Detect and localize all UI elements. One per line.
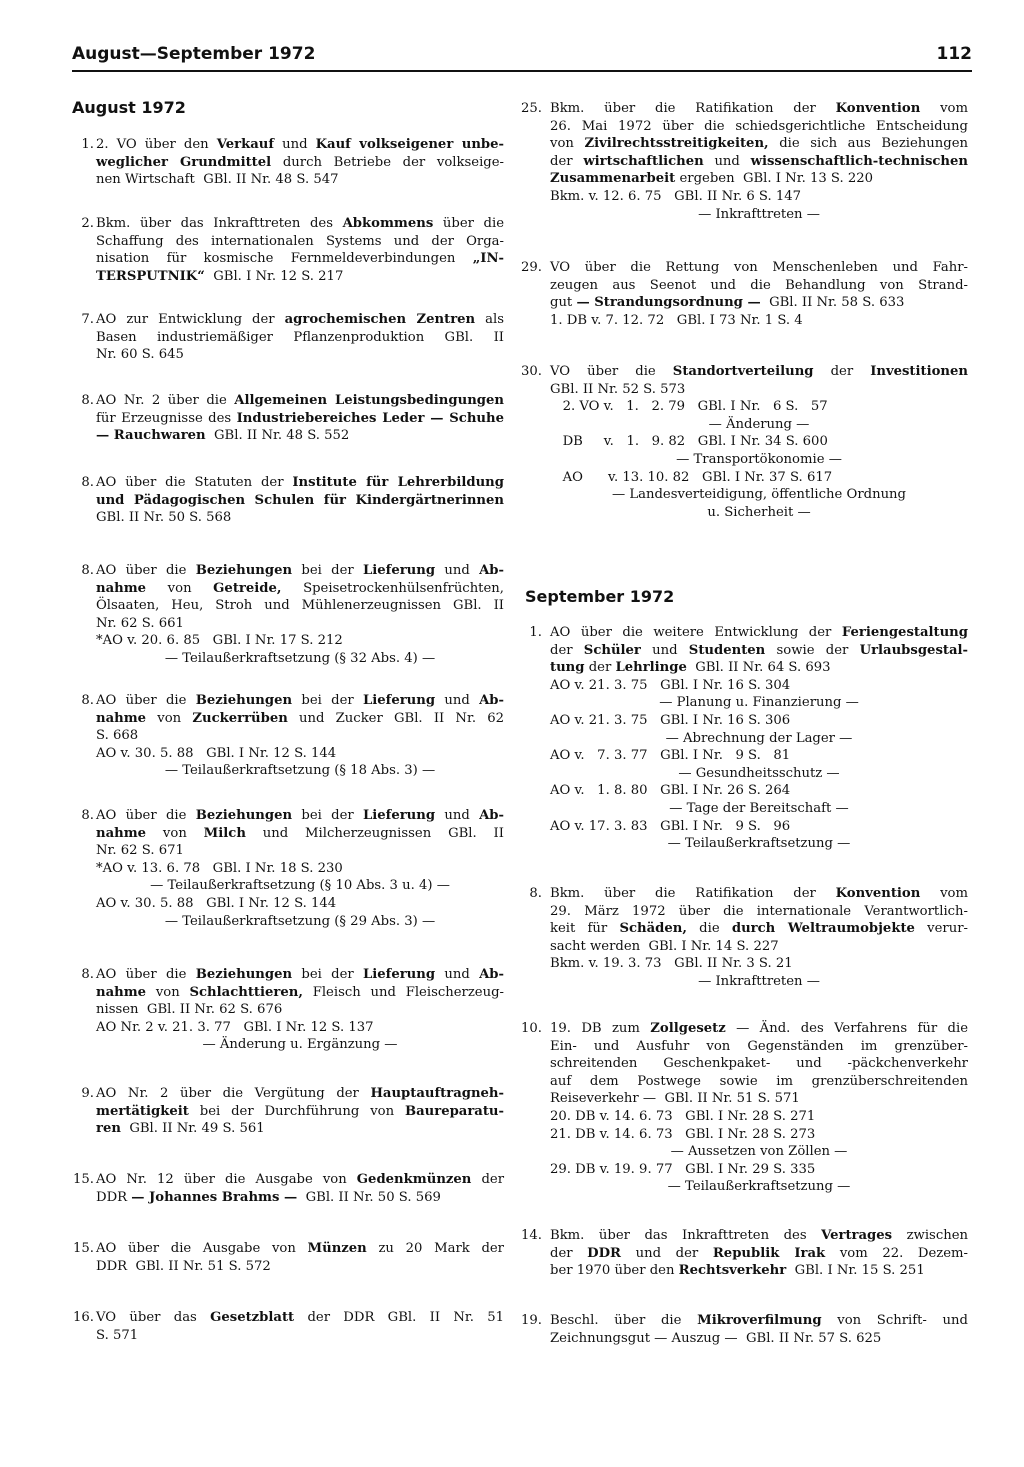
- entry-line: AO Nr. 2 über die Vergütung der Hauptauftragneh-: [96, 1086, 504, 1101]
- entry-line: 2. VO v. 1. 2. 79 GBl. I Nr. 6 S. 57: [550, 399, 828, 415]
- bold-term: Schlachttieren,: [189, 984, 303, 1000]
- bold-term: Münzen: [307, 1241, 367, 1256]
- entry-line: ber 1970 über den Rechtsverkehr GBl. I Nr. 15 S. 251: [550, 1263, 925, 1279]
- month-heading-august: August 1972: [72, 98, 186, 117]
- bold-term: Zivilrechtsstreitigkeiten,: [584, 136, 769, 152]
- entry-line: S. 571: [96, 1327, 139, 1343]
- entry-line: DDR — Johannes Brahms — GBl. II Nr. 50 S. 569: [96, 1189, 441, 1205]
- bold-term: Hauptauftragneh-: [370, 1086, 504, 1101]
- entry-text: [96, 692, 504, 780]
- bold-term: Beziehungen: [195, 563, 293, 578]
- entry-line: nisation für kosmische Fernmeldeverbindungen „IN-: [96, 251, 504, 267]
- entry-line: nahme von Zuckerrüben und Zucker GBl. II Nr. 62: [96, 710, 504, 726]
- entry-line: AO v. 21. 3. 75 GBl. I Nr. 16 S. 304: [550, 677, 791, 693]
- bold-term: Zollgesetz: [650, 1021, 726, 1036]
- bold-term: „IN-: [472, 251, 504, 267]
- bold-term: nahme: [96, 580, 147, 596]
- entry-line: keit für Schäden, die durch Weltraumobjekte verur-: [550, 921, 968, 937]
- entry-line: nahme von Milch und Milcherzeugnissen GBl. II: [96, 825, 504, 841]
- entry-line: — Teilaußerkraftsetzung (§ 29 Abs. 3) —: [164, 913, 436, 929]
- entry-line: — Tage der Bereitschaft —: [669, 800, 849, 816]
- entry-line: GBl. II Nr. 50 S. 568: [96, 510, 232, 526]
- bold-term: Ab-: [479, 967, 504, 982]
- entry-line: VO über die Standortverteilung der Investitionen: [550, 364, 968, 379]
- entry-line: — Landesverteidigung, öffentliche Ordnung: [612, 487, 906, 503]
- bold-term: Beziehungen: [195, 967, 293, 982]
- entry-line: AO v. 30. 5. 88 GBl. I Nr. 12 S. 144: [96, 745, 337, 761]
- bold-term: nahme: [96, 984, 147, 1000]
- entry-day-number: 8.: [81, 808, 94, 823]
- entry-line: ren GBl. II Nr. 49 S. 561: [96, 1121, 265, 1137]
- entry-line: — Inkrafttreten —: [698, 206, 820, 222]
- entry-day-number: 8.: [81, 393, 94, 408]
- entry-day-number: 30.: [521, 364, 542, 379]
- entry-text: [550, 624, 968, 853]
- entry-line: AO zur Entwicklung der agrochemischen Zentren als: [96, 312, 504, 327]
- entry-line: nahme von Getreide, Speisetrockenhülsenfrüchten,: [96, 580, 504, 596]
- entry-line: 1. DB v. 7. 12. 72 GBl. I 73 Nr. 1 S. 4: [550, 312, 803, 328]
- entry-day-number: 9.: [81, 1086, 94, 1101]
- entry-line: [96, 492, 504, 510]
- bold-term: Konvention: [835, 886, 921, 901]
- bold-term: Schüler: [583, 642, 641, 658]
- entry-line: auf dem Postwege sowie im grenzüberschreitenden: [550, 1073, 968, 1089]
- entry-day-number: 19.: [521, 1313, 542, 1328]
- entry-line: der wirtschaftlichen und wissenschaftlich-technischen: [550, 153, 968, 169]
- bold-term: Standortverteilung: [672, 364, 814, 379]
- entry-line: Zusammenarbeit ergeben GBl. I Nr. 13 S. 220: [550, 171, 874, 187]
- entry-line: AO Nr. 2 über die Allgemeinen Leistungsbedingungen: [96, 393, 504, 408]
- entry-line: Nr. 62 S. 661: [96, 615, 184, 631]
- entry-day-number: 7.: [81, 312, 94, 327]
- entry-day-number: 1.: [81, 137, 94, 152]
- bold-term: Getreide,: [213, 580, 282, 596]
- entry-line: gut — Strandungsordnung — GBl. II Nr. 58 S. 633: [550, 295, 905, 311]
- entry-text: [550, 100, 968, 223]
- entry-day-number: 29.: [521, 260, 542, 275]
- entry-line: Basen industriemäßiger Pflanzenproduktion GBl. II: [96, 329, 504, 345]
- entry-line: S. 668: [96, 728, 139, 744]
- entry-line: Beschl. über die Mikroverfilmung von Schrift- und: [550, 1313, 968, 1328]
- bold-term: Vertrages: [821, 1228, 893, 1243]
- entry-line: nen Wirtschaft GBl. II Nr. 48 S. 547: [96, 172, 339, 188]
- entry-line: DDR GBl. II Nr. 51 S. 572: [96, 1258, 271, 1274]
- bold-term: Gesetzblatt: [210, 1310, 295, 1325]
- entry-line: — Teilaußerkraftsetzung —: [667, 836, 851, 852]
- entry-line: VO über das Gesetzblatt der DDR GBl. II Nr. 51: [96, 1310, 504, 1325]
- entry-line: AO über die Beziehungen bei der Lieferung und Ab-: [96, 967, 504, 982]
- entry-line: — Planung u. Finanzierung —: [659, 695, 859, 711]
- entry-line: nahme von Schlachttieren, Fleisch und Fleischerzeug-: [96, 984, 504, 1000]
- bold-term: Ab-: [479, 563, 504, 578]
- entry-line: 29. März 1972 über die internationale Verantwortlich-: [550, 903, 968, 919]
- entry-line: VO über die Rettung von Menschenleben und Fahr-: [550, 260, 968, 275]
- entry-day-number: 2.: [81, 216, 94, 231]
- entry-line: — Teilaußerkraftsetzung (§ 10 Abs. 3 u. 4) —: [150, 878, 450, 894]
- entry-line: Ölsaaten, Heu, Stroh und Mühlenerzeugnissen GBl. II: [96, 598, 504, 614]
- entry-text: [550, 363, 968, 521]
- entry-line: für Erzeugnisse des Industriebereiches Leder — Schuhe: [96, 410, 504, 426]
- entry-day-number: 8.: [81, 475, 94, 490]
- entry-line: zeugen aus Seenot und die Behandlung von Strand-: [550, 277, 968, 293]
- entry-line: sacht werden GBl. I Nr. 14 S. 227: [550, 938, 779, 954]
- entry-line: TERSPUTNIK“ GBl. I Nr. 12 S. 217: [96, 268, 344, 284]
- bold-term: Baureparatu-: [404, 1103, 504, 1119]
- entry-line: — Gesundheitsschutz —: [678, 765, 840, 781]
- running-title: August—September 1972: [72, 44, 316, 64]
- entry-line: u. Sicherheit —: [707, 504, 811, 520]
- entry-line: von Zivilrechtsstreitigkeiten, die sich aus Beziehungen: [550, 136, 969, 152]
- entry-line: — Abrechnung der Lager —: [665, 730, 853, 746]
- entry-line: Bkm. v. 12. 6. 75 GBl. II Nr. 6 S. 147: [550, 188, 802, 204]
- entry-line: GBl. II Nr. 52 S. 573: [550, 381, 686, 397]
- bold-term: TERSPUTNIK“: [96, 268, 205, 284]
- entry-line: Bkm. über das Inkrafttreten des Vertrages zwischen: [550, 1228, 969, 1243]
- entry-line: AO über die Statuten der Institute für Lehrerbildung: [96, 475, 504, 490]
- entry-day-number: 15.: [73, 1241, 94, 1256]
- bold-term: Kauf volkseigener unbe-: [315, 137, 504, 152]
- entry-line: AO v. 7. 3. 77 GBl. I Nr. 9 S. 81: [550, 748, 791, 764]
- entry-text: [96, 562, 504, 668]
- entry-line: Reiseverkehr — GBl. II Nr. 51 S. 571: [550, 1091, 800, 1107]
- entry-text: [96, 1240, 504, 1275]
- entry-line: tung der Lehrlinge GBl. II Nr. 64 S. 693: [550, 660, 831, 676]
- bold-term: tung: [550, 660, 585, 676]
- bold-term: und Pädagogischen Schulen für Kindergärtnerinnen: [96, 492, 504, 508]
- entry-line: — Inkrafttreten —: [698, 973, 820, 989]
- entry-line: AO v. 13. 10. 82 GBl. I Nr. 37 S. 617: [550, 469, 833, 485]
- entry-line: — Teilaußerkraftsetzung —: [667, 1179, 851, 1195]
- entry-line: 21. DB v. 14. 6. 73 GBl. I Nr. 28 S. 273: [550, 1126, 816, 1142]
- entry-line: AO v. 30. 5. 88 GBl. I Nr. 12 S. 144: [96, 895, 337, 911]
- bold-term: Beziehungen: [195, 808, 293, 823]
- entry-text: [96, 1171, 504, 1206]
- entry-line: — Aussetzen von Zöllen —: [670, 1144, 848, 1160]
- bold-term: — Strandungsordnung —: [576, 295, 761, 311]
- month-heading-september: September 1972: [525, 587, 675, 606]
- bold-term: Milch: [203, 825, 246, 841]
- entry-day-number: 8.: [529, 886, 542, 901]
- entry-text: [550, 885, 968, 991]
- entry-line: Bkm. über die Ratifikation der Konvention vom: [550, 101, 969, 116]
- entry-line: 29. DB v. 19. 9. 77 GBl. I Nr. 29 S. 335: [550, 1161, 816, 1177]
- entry-line: der Schüler und Studenten sowie der Urlaubsgestal-: [550, 642, 968, 658]
- entry-text: [550, 1227, 968, 1280]
- entry-day-number: 15.: [73, 1172, 94, 1187]
- entry-day-number: 14.: [521, 1228, 542, 1243]
- entry-line: Zeichnungsgut — Auszug — GBl. II Nr. 57 S. 625: [550, 1330, 882, 1346]
- bold-term: Gedenkmünzen: [356, 1172, 472, 1187]
- bold-term: durch Weltraumobjekte: [731, 921, 915, 937]
- entry-text: [96, 136, 504, 189]
- bold-term: Feriengestaltung: [841, 625, 968, 640]
- entry-line: AO über die Beziehungen bei der Lieferung und Ab-: [96, 563, 504, 578]
- bold-term: Verkauf: [216, 137, 275, 152]
- bold-term: agrochemischen Zentren: [284, 312, 476, 327]
- entry-line: — Änderung —: [708, 416, 810, 432]
- entry-text: [550, 259, 968, 329]
- entry-line: *AO v. 13. 6. 78 GBl. I Nr. 18 S. 230: [96, 860, 343, 876]
- bold-term: Lieferung: [362, 967, 436, 982]
- entry-line: 19. DB zum Zollgesetz — Änd. des Verfahrens für die: [550, 1021, 968, 1036]
- bold-term: Ab-: [479, 693, 504, 708]
- entry-line: der DDR und der Republik Irak vom 22. Dezem-: [550, 1245, 968, 1261]
- page-number: 112: [936, 44, 972, 64]
- bold-term: Ab-: [479, 808, 504, 823]
- bold-term: DDR: [587, 1245, 622, 1261]
- entry-day-number: 1.: [529, 625, 542, 640]
- entry-line: nissen GBl. II Nr. 62 S. 676: [96, 1002, 283, 1018]
- bold-term: Studenten: [688, 642, 766, 658]
- entry-line: schreitenden Geschenkpaket- und -päckchenverkehr: [550, 1056, 968, 1072]
- bold-term: — Johannes Brahms —: [131, 1189, 298, 1205]
- entry-line: *AO v. 20. 6. 85 GBl. I Nr. 17 S. 212: [96, 633, 343, 649]
- entry-text: [96, 215, 504, 285]
- bold-term: Industriebereiches Leder — Schuhe: [236, 410, 504, 426]
- entry-line: AO über die Beziehungen bei der Lieferung und Ab-: [96, 693, 504, 708]
- bold-term: Zuckerrüben: [192, 710, 288, 726]
- entry-text: [550, 1020, 968, 1196]
- page-header: [72, 40, 972, 72]
- entry-line: 2. VO über den Verkauf und Kauf volkseigener unbe-: [96, 137, 504, 152]
- entry-text: [96, 311, 504, 364]
- bold-term: Schäden,: [619, 921, 687, 937]
- bold-term: ren: [96, 1121, 121, 1137]
- entry-line: AO v. 17. 3. 83 GBl. I Nr. 9 S. 96: [550, 818, 791, 834]
- bold-term: Republik Irak: [712, 1245, 826, 1261]
- entry-text: [96, 1309, 504, 1344]
- bold-term: Investitionen: [870, 364, 968, 379]
- bold-term: weglicher Grundmittel: [96, 154, 272, 170]
- entry-line: mertätigkeit bei der Durchführung von Baureparatu-: [96, 1103, 504, 1119]
- entry-text: [96, 392, 504, 445]
- bold-term: Lieferung: [362, 563, 436, 578]
- entry-day-number: 25.: [521, 101, 542, 116]
- bold-term: — Rauchwaren: [96, 428, 206, 444]
- entry-line: Bkm. v. 19. 3. 73 GBl. II Nr. 3 S. 21: [550, 956, 793, 972]
- entry-line: AO über die Beziehungen bei der Lieferung und Ab-: [96, 808, 504, 823]
- entry-line: AO über die weitere Entwicklung der Feriengestaltung: [550, 625, 968, 640]
- bold-term: Allgemeinen Leistungsbedingungen: [234, 393, 504, 408]
- entry-line: 26. Mai 1972 über die schiedsgerichtliche Entscheidung: [550, 118, 968, 134]
- entry-text: [550, 1312, 968, 1347]
- entry-day-number: 8.: [81, 693, 94, 708]
- bold-term: nahme: [96, 825, 147, 841]
- bold-term: Institute für Lehrerbildung: [292, 475, 504, 490]
- entry-line: — Rauchwaren GBl. II Nr. 48 S. 552: [96, 428, 350, 444]
- bold-term: wirtschaftlichen: [583, 153, 704, 169]
- entry-line: AO Nr. 12 über die Ausgabe von Gedenkmünzen der: [96, 1172, 504, 1187]
- entry-day-number: 8.: [81, 563, 94, 578]
- bold-term: Beziehungen: [195, 693, 293, 708]
- bold-term: Mikroverfilmung: [697, 1313, 822, 1328]
- entry-day-number: 16.: [73, 1310, 94, 1325]
- entry-line: AO v. 1. 8. 80 GBl. I Nr. 26 S. 264: [550, 783, 791, 799]
- entry-line: Bkm. über die Ratifikation der Konvention vom: [550, 886, 969, 901]
- entry-line: AO Nr. 2 v. 21. 3. 77 GBl. I Nr. 12 S. 137: [96, 1019, 374, 1035]
- bold-term: Zusammenarbeit: [550, 171, 676, 187]
- entry-line: Schaffung des internationalen Systems und der Orga-: [96, 233, 504, 249]
- bold-term: Abkommens: [342, 216, 434, 231]
- entry-day-number: 10.: [521, 1021, 542, 1036]
- entry-line: — Teilaußerkraftsetzung (§ 32 Abs. 4) —: [164, 650, 436, 666]
- bold-term: Urlaubsgestal-: [859, 642, 968, 658]
- entry-line: Bkm. über das Inkrafttreten des Abkommens über die: [96, 216, 504, 231]
- entry-line: AO über die Ausgabe von Münzen zu 20 Mark der: [96, 1241, 504, 1256]
- entry-line: DB v. 1. 9. 82 GBl. I Nr. 34 S. 600: [550, 434, 828, 450]
- entry-line: AO v. 21. 3. 75 GBl. I Nr. 16 S. 306: [550, 712, 791, 728]
- entry-line: Nr. 60 S. 645: [96, 347, 184, 363]
- bold-term: wissenschaftlich-technischen: [750, 153, 968, 169]
- entry-text: [96, 807, 504, 930]
- bold-term: Lehrlinge: [615, 660, 687, 676]
- entry-day-number: 8.: [81, 967, 94, 982]
- bold-term: Lieferung: [362, 808, 436, 823]
- entry-line: 20. DB v. 14. 6. 73 GBl. I Nr. 28 S. 271: [550, 1108, 816, 1124]
- bold-term: Rechtsverkehr: [678, 1263, 787, 1279]
- bold-term: nahme: [96, 710, 147, 726]
- entry-line: weglicher Grundmittel durch Betriebe der volkseige-: [96, 154, 504, 170]
- entry-line: — Transportökonomie —: [676, 451, 842, 467]
- entry-text: [96, 1085, 504, 1138]
- bold-term: Konvention: [835, 101, 921, 116]
- entry-text: [96, 474, 504, 527]
- entry-line: — Änderung u. Ergänzung —: [202, 1037, 398, 1053]
- bold-term: Lieferung: [362, 693, 436, 708]
- entry-line: — Teilaußerkraftsetzung (§ 18 Abs. 3) —: [164, 763, 436, 779]
- entry-line: Ein- und Ausfuhr von Gegenständen im grenzüber-: [550, 1038, 968, 1054]
- entry-line: Nr. 62 S. 671: [96, 843, 184, 859]
- bold-term: mertätigkeit: [96, 1103, 189, 1119]
- entry-text: [96, 966, 504, 1054]
